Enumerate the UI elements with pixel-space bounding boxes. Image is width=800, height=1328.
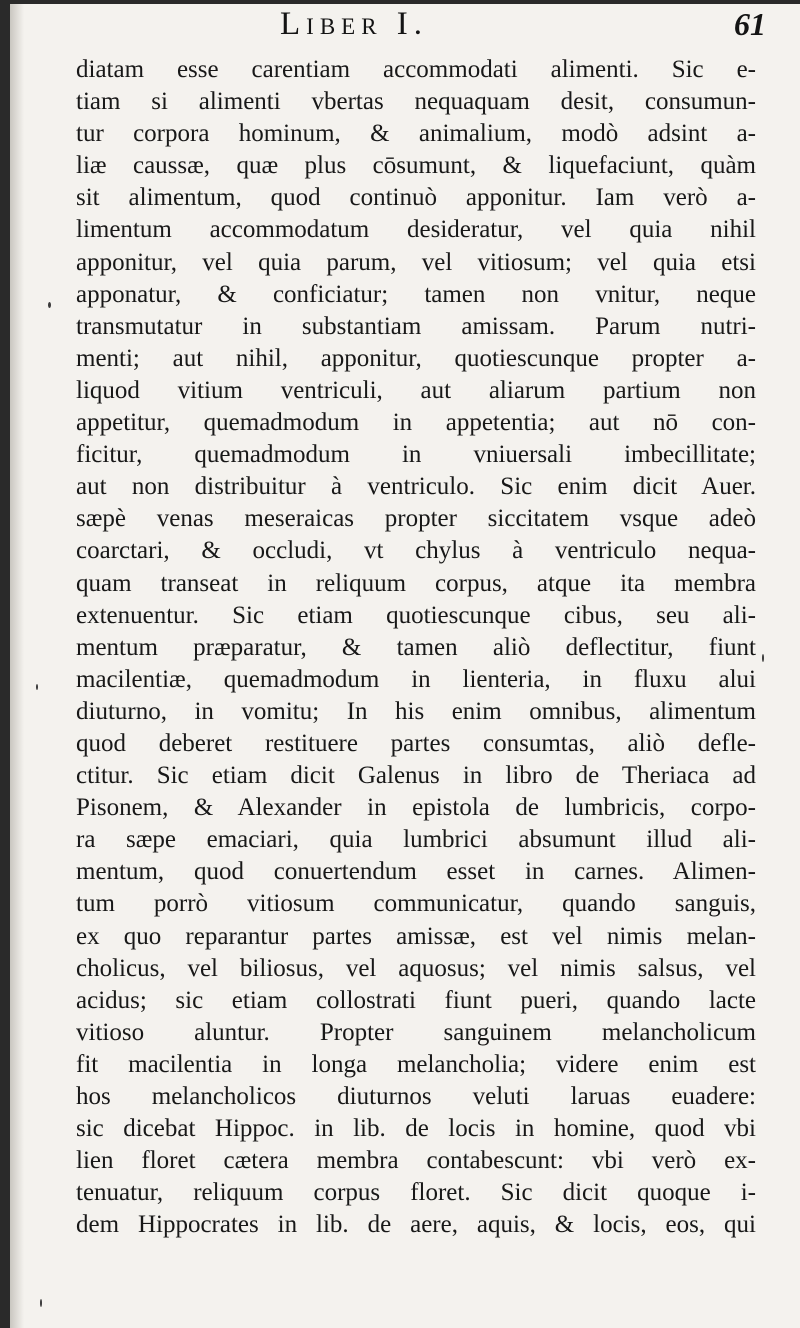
text-line: macilentiæ, quemadmodum in lienteria, in fluxu alui <box>76 665 756 693</box>
text-line: diuturno, in vomitu; In his enim omnibus, alimentum <box>76 697 756 725</box>
text-line: coarctari, & occludi, vt chylus à ventriculo nequa- <box>76 537 756 565</box>
text-line: lien floret cætera membra contabescunt: vbi verò ex- <box>76 1147 756 1175</box>
text-line: liæ caussæ, quæ plus cōsumunt, & liquefaciunt, quàm <box>76 152 756 180</box>
text-line: tiam si alimenti vbertas nequaquam desit, consumun- <box>76 88 756 116</box>
book-page <box>10 4 800 1328</box>
text-line: ctitur. Sic etiam dicit Galenus in libro de Theriaca ad <box>76 762 756 790</box>
page-number: 61 <box>734 6 766 42</box>
text-line: quod deberet restituere partes consumtas, aliò defle- <box>76 729 756 757</box>
text-line: tur corpora hominum, & animalium, modò adsint a- <box>76 120 756 148</box>
text-line: cholicus, vel biliosus, vel aquosus; vel nimis salsus, vel <box>76 954 756 982</box>
text-line: dem Hippocrates in lib. de aere, aquis, & locis, eos, qui <box>76 1211 756 1239</box>
text-line: sit alimentum, quod continuò apponitur. Iam verò a- <box>76 184 756 212</box>
text-line: liquod vitium ventriculi, aut aliarum partium non <box>76 376 756 404</box>
text-line: mentum præparatur, & tamen aliò deflectitur, fiunt <box>76 633 756 661</box>
text-line: extenuentur. Sic etiam quotiescunque cibus, seu ali- <box>76 601 756 629</box>
ink-speck <box>48 302 51 308</box>
text-line: menti; aut nihil, apponitur, quotiescunque propter a- <box>76 344 756 372</box>
text-line: quam transeat in reliquum corpus, atque ita membra <box>76 569 756 597</box>
text-line: appetitur, quemadmodum in appetentia; aut nō con- <box>76 409 756 437</box>
text-line: tum porrò vitiosum communicatur, quando sanguis, <box>76 890 756 918</box>
text-line: ra sæpe emaciari, quia lumbrici absumunt illud ali- <box>76 826 756 854</box>
text-line: apponitur, vel quia parum, vel vitiosum; vel quia etsi <box>76 248 756 276</box>
text-line: transmutatur in substantiam amissam. Parum nutri- <box>76 312 756 340</box>
text-line: Pisonem, & Alexander in epistola de lumbricis, corpo- <box>76 794 756 822</box>
text-line: aut non distribuitur à ventriculo. Sic enim dicit Auer. <box>76 473 756 501</box>
text-line: ficitur, quemadmodum in vniuersali imbecillitate; <box>76 441 756 469</box>
text-line: sæpè venas meseraicas propter siccitatem vsque adeò <box>76 505 756 533</box>
ink-speck <box>762 654 764 662</box>
body-text <box>76 54 756 1241</box>
text-line: ex quo reparantur partes amissæ, est vel nimis melan- <box>76 922 756 950</box>
page-header <box>10 6 800 48</box>
text-line: diatam esse carentiam accommodati alimenti. Sic e- <box>76 56 756 83</box>
text-line: sic dicebat Hippoc. in lib. de locis in homine, quod vbi <box>76 1115 756 1143</box>
text-line: tenuatur, reliquum corpus floret. Sic dicit quoque i- <box>76 1179 756 1207</box>
text-line: hos melancholicos diuturnos veluti laruas euadere: <box>76 1083 756 1110</box>
text-line: vitioso aluntur. Propter sanguinem melancholicum <box>76 1018 756 1046</box>
text-line: fit macilentia in longa melancholia; videre enim est <box>76 1050 756 1078</box>
ink-speck <box>40 1299 42 1307</box>
text-line: mentum, quod conuertendum esset in carnes. Alimen- <box>76 858 756 886</box>
text-line: acidus; sic etiam collostrati fiunt pueri, quando lacte <box>76 986 756 1014</box>
ink-speck <box>36 684 38 690</box>
running-title: Liber I. <box>280 6 429 42</box>
text-line: apponatur, & conficiatur; tamen non vnitur, neque <box>76 280 756 308</box>
page-gutter-shadow <box>10 4 24 1328</box>
text-line: limentum accommodatum desideratur, vel quia nihil <box>76 216 756 244</box>
